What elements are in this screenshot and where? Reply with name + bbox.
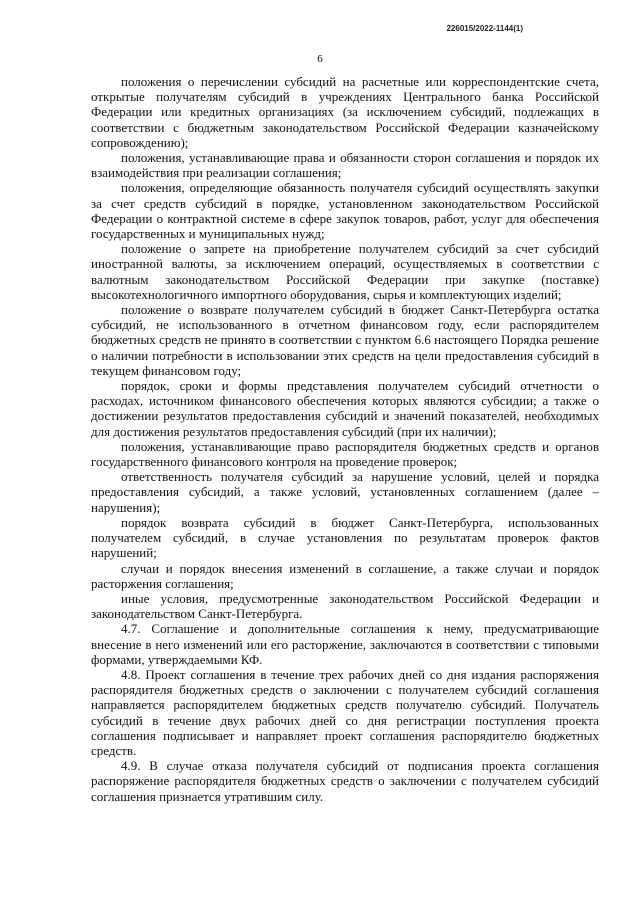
paragraph: иные условия, предусмотренные законодательством Российской Федерации и законодательством Санкт-Петербурга. bbox=[91, 590, 599, 622]
paragraph: 4.9. В случае отказа получателя субсидий от подписания проекта соглашения распоряжение распорядителя бюджетных средств о заключении с получателем субсидий соглашения признается утратившим силу. bbox=[91, 758, 599, 804]
paragraph: ответственность получателя субсидий за нарушение условий, целей и порядка предоставления субсидий, а также условий, установленных соглашением (далее – нарушения); bbox=[91, 469, 599, 515]
paragraph: 4.8. Проект соглашения в течение трех рабочих дней со дня издания распоряжения распорядителя бюджетных средств о заключении с получателем субсидий соглашения направляется распорядителем бюджетных средств получателю субсидий. Получатель субсидий в течение двух рабочих дней со дня регистрации поступления проекта соглашения подписывает и направляет проект соглашения распорядителю бюджетных средств. bbox=[91, 666, 599, 758]
paragraph: 4.7. Соглашение и дополнительные соглашения к нему, предусматривающие внесение в него изменений или его расторжение, заключаются в соответствии с типовыми формами, утверждаемыми КФ. bbox=[91, 621, 599, 667]
paragraph: порядок, сроки и формы представления получателем субсидий отчетности о расходах, источником финансового обеспечения которых являются субсидии; а также о достижении результатов предоставления субсидий и значений показателей, необходимых для достижения результатов предоставления субсидий (при их наличии); bbox=[91, 378, 599, 439]
paragraph: положение о возврате получателем субсидий в бюджет Санкт-Петербурга остатка субсидий, не использованного в отчетном финансовом году, если распорядителем бюджетных средств не принято в соответствии с пунктом 6.6 настоящего Порядка решение о наличии потребности в использовании этих средств на цели предоставления субсидий в текущем финансовом году; bbox=[91, 302, 599, 378]
paragraph: положения, устанавливающие право распорядителя бюджетных средств и органов государственного финансового контроля на проведение проверок; bbox=[91, 438, 599, 470]
paragraph: положение о запрете на приобретение получателем субсидий за счет субсидий иностранной валюты, за исключением операций, осуществляемых в соответствии с валютным законодательством Российской Федерации при закупке (поставке) высокотехнологичного импортного оборудования, сырья и комплектующих изделий; bbox=[91, 241, 599, 302]
document-body bbox=[91, 74, 599, 804]
paragraph: положения о перечислении субсидий на расчетные или корреспондентские счета, открытые получателям субсидий в учреждениях Центрального банка Российской Федерации или кредитных организациях (за исключением субсидий, подлежащих в соответствии с бюджетным законодательством Российской Федерации казначейскому сопровождению); bbox=[91, 74, 599, 150]
paragraph: порядок возврата субсидий в бюджет Санкт-Петербурга, использованных получателем субсидий, в случае установления по результатам проверок фактов нарушений; bbox=[91, 514, 599, 561]
paragraph: положения, устанавливающие права и обязанности сторон соглашения и порядок их взаимодействия при реализации соглашения; bbox=[91, 150, 599, 181]
document-registration-number: 226015/2022-1144(1) bbox=[446, 24, 523, 33]
page-number: 6 bbox=[317, 53, 323, 65]
paragraph: случаи и порядок внесения изменений в соглашение, а также случаи и порядок расторжения соглашения; bbox=[91, 560, 599, 591]
paragraph: положения, определяющие обязанность получателя субсидий осуществлять закупки за счет средств субсидий в порядке, установленном законодательством Российской Федерации о контрактной системе в сфере закупок товаров, работ, услуг для обеспечения государственных и муниципальных нужд; bbox=[91, 180, 599, 242]
